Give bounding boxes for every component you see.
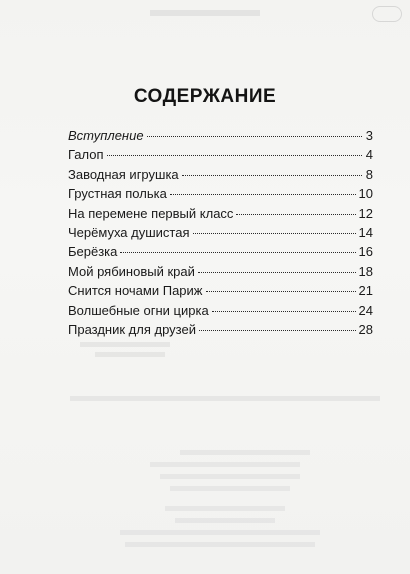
toc-entry: [68, 301, 373, 320]
bleed-through-text: [180, 450, 310, 455]
dot-leader: [236, 213, 355, 215]
toc-entry-title: Берёзка: [68, 244, 118, 260]
toc-entry-page-number: 8: [365, 166, 373, 182]
toc-entry: [68, 204, 373, 223]
toc-entry: [68, 262, 373, 281]
toc-entry-title: Снится ночами Париж: [68, 283, 203, 299]
toc-entry: [68, 242, 373, 261]
toc-entry-page-number: 14: [358, 224, 373, 240]
page-corner-mark: [372, 6, 402, 22]
toc-entry-page-number: 18: [358, 263, 373, 279]
toc-entry: [68, 281, 373, 300]
dot-leader: [120, 251, 355, 253]
toc-entry-page-number: 10: [358, 186, 373, 202]
bleed-through-text: [70, 396, 380, 401]
toc-entry-title: Грустная полька: [68, 186, 167, 202]
bleed-through-text: [125, 542, 315, 547]
toc-entry: [68, 320, 373, 339]
bleed-through-text: [95, 352, 165, 357]
toc-entry-title: Волшебные огни цирка: [68, 302, 209, 318]
toc-entry-page-number: 24: [358, 302, 373, 318]
dot-leader: [147, 135, 362, 137]
toc-entry: [68, 126, 373, 145]
toc-entry-page-number: 21: [358, 283, 373, 299]
bleed-through-text: [120, 530, 320, 535]
toc-entry-title: Галоп: [68, 147, 104, 163]
dot-leader: [212, 310, 356, 312]
toc-entry: [68, 223, 373, 242]
dot-leader: [206, 290, 356, 292]
table-of-contents: [68, 126, 373, 339]
toc-entry: [68, 184, 373, 203]
toc-entry-page-number: 28: [358, 321, 373, 337]
dot-leader: [198, 271, 356, 273]
toc-entry-title: Заводная игрушка: [68, 166, 179, 182]
bleed-through-text: [150, 10, 260, 16]
toc-entry-title: Черёмуха душистая: [68, 224, 190, 240]
bleed-through-text: [165, 506, 285, 511]
toc-entry: [68, 165, 373, 184]
toc-entry-page-number: 12: [358, 205, 373, 221]
toc-entry-page-number: 4: [365, 147, 373, 163]
dot-leader: [193, 232, 356, 234]
bleed-through-text: [175, 518, 275, 523]
toc-entry-page-number: 16: [358, 244, 373, 260]
dot-leader: [170, 193, 356, 195]
toc-entry-title: Мой рябиновый край: [68, 263, 195, 279]
toc-entry-page-number: 3: [365, 128, 373, 143]
toc-entry-title: На перемене первый класс: [68, 205, 234, 221]
bleed-through-text: [160, 474, 300, 479]
page-title: СОДЕРЖАНИЕ: [133, 86, 277, 107]
toc-entry-title: Вступление: [68, 128, 144, 143]
toc-entry-title: Праздник для друзей: [68, 321, 196, 337]
dot-leader: [199, 329, 356, 331]
bleed-through-text: [80, 342, 170, 347]
dot-leader: [182, 174, 362, 176]
toc-entry: [68, 145, 373, 164]
bleed-through-text: [170, 486, 290, 491]
dot-leader: [107, 154, 362, 156]
bleed-through-text: [150, 462, 300, 467]
